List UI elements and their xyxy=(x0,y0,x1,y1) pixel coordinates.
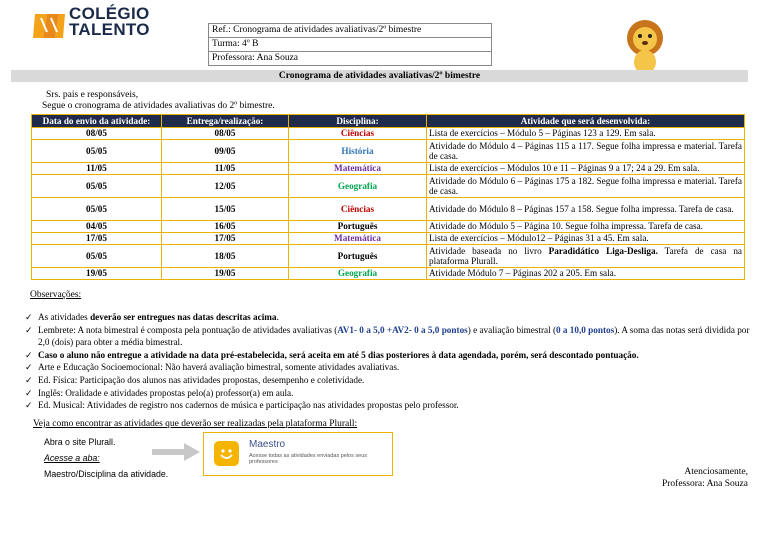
cell-entrega: 15/05 xyxy=(162,198,289,221)
cell-envio: 08/05 xyxy=(32,128,162,140)
table-row xyxy=(32,128,745,140)
cell-atividade: Atividade do Módulo 8 – Páginas 157 a 158. Segue folha impressa. Tarefa de casa. xyxy=(427,198,745,221)
cell-disciplina: Matemática xyxy=(289,163,427,175)
list-item: ✓ Lembrete: A nota bimestral é composta pela pontuação de atividades avaliativas (AV1- 0 a 5,0 +AV2- 0 a 5,0 pontos) e avaliação bimestral (0 a 10,0 pontos). A soma das notas será dividida por 2,0 (dois) para obter a média bimestral. xyxy=(25,324,750,348)
list-item: ✓ Ed. Musical: Atividades de registro nos cadernos de música e participação nas atividades propostas pelo professor. xyxy=(25,400,459,411)
cell-envio: 05/05 xyxy=(32,245,162,268)
maestro-subtitle: Acesse todas as atividades enviadas pelos seus professores xyxy=(249,453,368,465)
step-1: Abra o site Plurall. xyxy=(44,437,116,447)
cell-envio: 04/05 xyxy=(32,221,162,233)
cell-entrega: 09/05 xyxy=(162,140,289,163)
table-row xyxy=(32,140,745,163)
header-turma: Turma: 4º B xyxy=(209,38,491,52)
cell-entrega: 12/05 xyxy=(162,175,289,198)
cell-atividade: Atividade do Módulo 5 – Página 10. Segue folha impressa. Tarefa de casa. xyxy=(427,221,745,233)
table-row xyxy=(32,175,745,198)
cell-disciplina: Português xyxy=(289,245,427,268)
list-item: ✓ Inglês: Oralidade e atividades propostas pelo(a) professor(a) em aula. xyxy=(25,387,294,398)
page-title: Cronograma de atividades avaliativas/2º bimestre xyxy=(11,70,748,82)
col-header-atividade: Atividade que será desenvolvida: xyxy=(427,115,745,128)
logo-text: COLÉGIO TALENTO xyxy=(69,4,150,39)
school-logo xyxy=(33,6,173,40)
cell-envio: 11/05 xyxy=(32,163,162,175)
cell-disciplina: História xyxy=(289,140,427,163)
check-icon: ✓ xyxy=(25,400,33,411)
cell-disciplina: Ciências xyxy=(289,198,427,221)
table-row xyxy=(32,163,745,175)
cell-atividade: Atividade Módulo 7 – Páginas 202 a 205. Em sala. xyxy=(427,268,745,280)
header-professora: Professora: Ana Souza xyxy=(212,53,299,63)
table-row xyxy=(32,233,745,245)
cell-envio: 17/05 xyxy=(32,233,162,245)
how-to-steps xyxy=(44,434,168,482)
list-item: ✓ As atividades deverão ser entregues nas datas descritas acima. xyxy=(25,312,279,322)
step-2: Acesse a aba: xyxy=(44,453,100,463)
schedule-table xyxy=(31,114,745,280)
col-header-envio: Data do envio da atividade: xyxy=(32,115,162,128)
cell-disciplina: Matemática xyxy=(289,233,427,245)
cell-atividade: Lista de exercícios – Módulo12 – Páginas 31 a 45. Em sala. xyxy=(427,233,745,245)
observations-title: Observações: xyxy=(30,290,82,300)
observations-list xyxy=(25,311,755,412)
maestro-title: Maestro xyxy=(249,439,286,450)
cell-atividade: Atividade baseada no livro Paradidático Liga-Desliga. Tarefa de casa na plataforma Plurall. xyxy=(427,245,745,268)
closing-signature: Atenciosamente, Professora: Ana Souza xyxy=(661,467,748,489)
cell-atividade: Atividade do Módulo 6 – Páginas 175 a 182. Segue folha impressa e material. Tarefa de casa. xyxy=(427,175,745,198)
check-icon: ✓ xyxy=(25,387,33,398)
cell-entrega: 08/05 xyxy=(162,128,289,140)
cell-envio: 19/05 xyxy=(32,268,162,280)
cell-envio: 05/05 xyxy=(32,175,162,198)
col-header-entrega: Entrega/realização: xyxy=(162,115,289,128)
arrow-right-icon xyxy=(152,442,200,462)
cell-entrega: 11/05 xyxy=(162,163,289,175)
col-header-disciplina: Disciplina: xyxy=(289,115,427,128)
cell-entrega: 16/05 xyxy=(162,221,289,233)
logo-mark-icon xyxy=(33,8,65,40)
cell-envio: 05/05 xyxy=(32,198,162,221)
maestro-card[interactable] xyxy=(203,432,393,476)
cell-disciplina: Ciências xyxy=(289,128,427,140)
how-to-title: Veja como encontrar as atividades que deverão ser realizadas pela plataforma Plurall: xyxy=(33,419,358,429)
table-row xyxy=(32,268,745,280)
cell-envio: 05/05 xyxy=(32,140,162,163)
intro-text: Srs. pais e responsáveis, Segue o cronograma de atividades avaliativas do 2º bimestre. xyxy=(42,90,275,111)
step-3: Maestro/Disciplina da atividade. xyxy=(44,469,169,479)
cell-disciplina: Geografia xyxy=(289,175,427,198)
header-info-box xyxy=(208,23,492,66)
cell-entrega: 18/05 xyxy=(162,245,289,268)
cell-entrega: 17/05 xyxy=(162,233,289,245)
cell-atividade: Lista de exercícios – Módulos 10 e 11 – Páginas 9 a 17; 24 a 29. Em sala. xyxy=(427,163,745,175)
cell-disciplina: Geografia xyxy=(289,268,427,280)
table-header-row xyxy=(32,115,745,128)
check-icon: ✓ xyxy=(25,349,33,360)
cell-entrega: 19/05 xyxy=(162,268,289,280)
lion-mascot-icon xyxy=(620,18,670,76)
table-row xyxy=(32,245,745,268)
check-icon: ✓ xyxy=(25,324,33,335)
check-icon: ✓ xyxy=(25,362,33,373)
list-item: ✓ Arte e Educação Socioemocional: Não haverá avaliação bimestral, somente atividades avaliativas. xyxy=(25,362,400,373)
list-item: ✓ Caso o aluno não entregue a atividade na data pré-estabelecida, será aceita em até 5 dias posteriores à data agendada, porém, será descontado pontuação. xyxy=(25,349,639,360)
cell-atividade: Lista de exercícios – Módulo 5 – Páginas 123 a 129. Em sala. xyxy=(427,128,745,140)
table-row xyxy=(32,198,745,221)
check-icon: ✓ xyxy=(25,374,33,385)
cell-atividade: Atividade do Módulo 4 – Páginas 115 a 117. Segue folha impressa e material. Tarefa de casa. xyxy=(427,140,745,163)
list-item: ✓ Ed. Física: Participação dos alunos nas atividades propostas, desempenho e coletividade. xyxy=(25,374,365,385)
check-icon: ✓ xyxy=(25,312,33,322)
book-title: Paradidático Liga-Desliga. xyxy=(548,245,658,256)
cell-disciplina: Português xyxy=(289,221,427,233)
maestro-icon xyxy=(214,441,239,466)
table-row xyxy=(32,221,745,233)
header-ref: Ref.: Cronograma de atividades avaliativas/2º bimestre xyxy=(209,24,491,38)
